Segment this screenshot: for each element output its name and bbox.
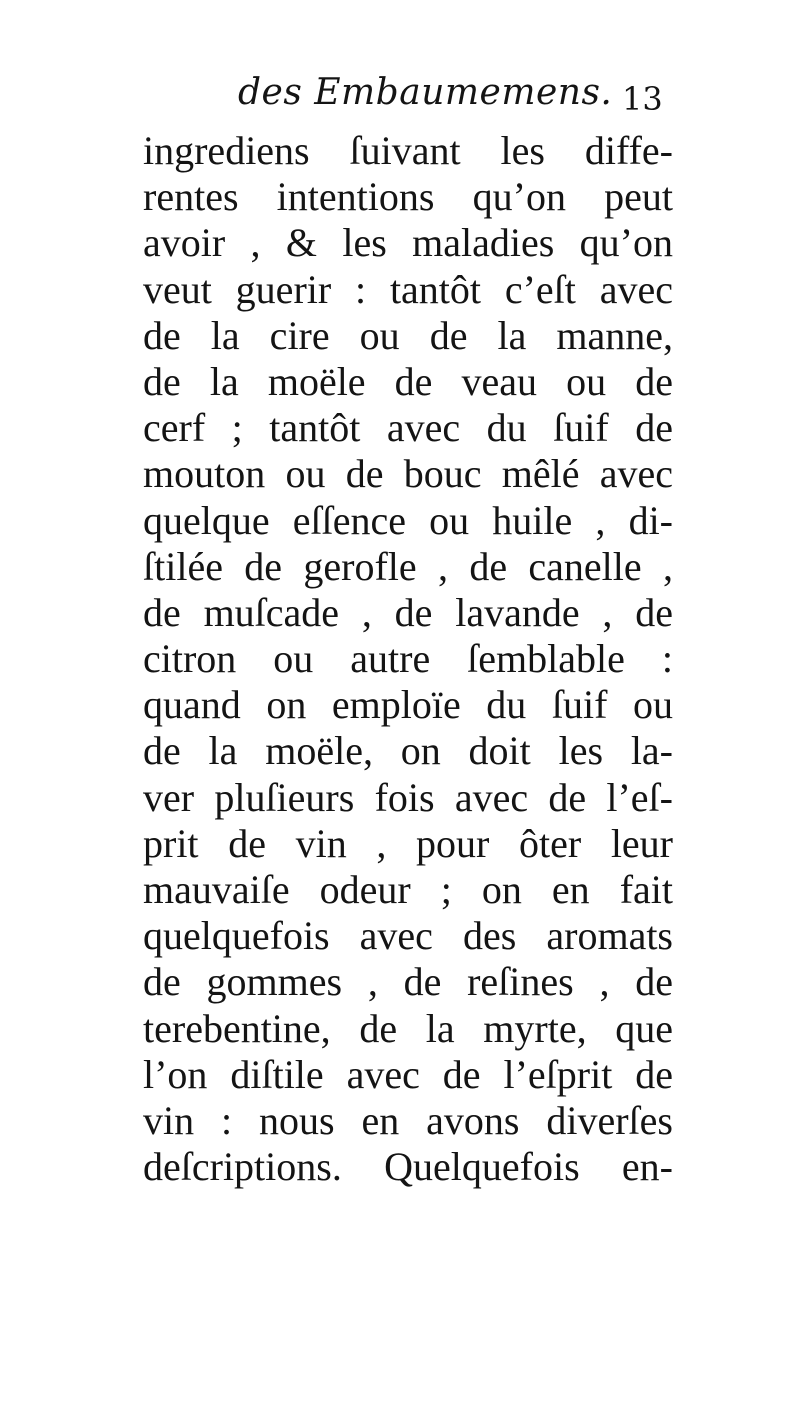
text-line: ingrediens ſuivant les diffe- (143, 128, 673, 173)
running-head (0, 72, 800, 122)
text-line: quelquefois avec des aromats (143, 913, 673, 959)
text-line: rentes intentions qu’on peut (143, 174, 673, 220)
running-head-title: des Embaumemens. (238, 72, 613, 113)
text-line: de la moële, on doit les la- (143, 728, 673, 774)
text-line: ver pluſieurs fois avec de l’eſ- (143, 774, 673, 820)
text-line: mauvaiſe odeur ; on en fait (143, 867, 673, 912)
text-line: citron ou autre ſemblable : (143, 636, 673, 682)
text-line: deſcriptions. Quelquefois en- (143, 1144, 673, 1190)
text-line: de gommes , de reſines , de (143, 959, 673, 1005)
text-line: terebentine, de la myrte, que (143, 1005, 673, 1051)
text-line: avoir , & les maladies qu’on (143, 220, 673, 266)
text-line: mouton ou de bouc mêlé avec (143, 451, 673, 497)
text-line: cerf ; tantôt avec du ſuif de (143, 405, 673, 451)
text-line: de muſcade , de lavande , de (143, 589, 673, 635)
text-line: de la cire ou de la manne, (143, 312, 673, 358)
text-line: quand on emploïe du ſuif ou (143, 682, 673, 728)
body-text (143, 128, 673, 1190)
text-line: vin : nous en avons diverſes (143, 1097, 673, 1143)
text-line: ſtilée de gerofle , de canelle , (143, 543, 673, 589)
text-line: prit de vin , pour ôter leur (143, 820, 673, 866)
text-line: l’on diſtile avec de l’eſprit de (143, 1051, 673, 1097)
text-line: de la moële de veau ou de (143, 358, 673, 404)
page-number: 13 (622, 80, 663, 118)
text-line: quelque eſſence ou huile , di- (143, 497, 673, 543)
text-line: veut guerir : tantôt c’eſt avec (143, 266, 673, 312)
